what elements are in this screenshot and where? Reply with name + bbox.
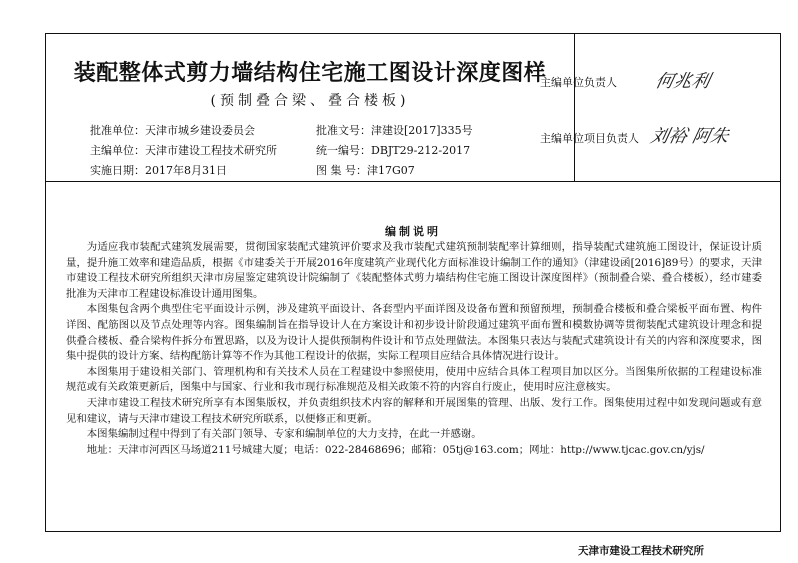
header-divider-horizontal <box>46 181 780 182</box>
page-subtitle: (预制叠合梁、叠合楼板) <box>210 93 410 109</box>
page-title: 装配整体式剪力墙结构住宅施工图设计深度图样 <box>73 61 547 86</box>
explanation-paragraph: 本图集包含两个典型住宅平面设计示例，涉及建筑平面设计、各套型内平面详图及设备布置和预留预埋，预制叠合楼板和叠合梁板平面布置、构件详图、配筋图以及节点处理等内容。图集编制旨在指导设计人在方案设计和初步设计阶段通过建筑平面布置和模数协调等贯彻装配式建筑设计理念和提供叠合楼板、叠合梁构件拆分布置思路，以及为设计人提供预制构件设计和节点处理做法。本图集只表达与装配式建筑设计有关的内容和深度要求，图集中提供的设计方案、结构配筋计算等不作为其他工程设计的依据，实际工程项目应结合具体情况进行设计。 <box>66 303 762 363</box>
leader-signature: 何兆利 <box>653 71 712 92</box>
atlas-number: 图 集 号：津17G07 <box>316 164 415 177</box>
unified-number: 统一编号：DBJT29-212-2017 <box>316 144 471 157</box>
explanation-body <box>66 240 762 458</box>
cover-frame <box>45 33 781 557</box>
approval-unit: 批准单位：天津市城乡建设委员会 <box>90 124 255 137</box>
explanation-paragraph: 本图集用于建设相关部门、管理机构和有关技术人员在工程建设中参照使用，使用中应结合具体工程项目加以区分。当图集所依据的工程建设标准规范或有关政策更新后，图集中与国家、行业和我市现行标准规范及相关政策不符的内容自行废止，使用时应注意核实。 <box>66 365 762 394</box>
footer-organization: 天津市建设工程技术研究所 <box>578 545 704 557</box>
explanation-title: 编制说明 <box>385 225 441 238</box>
contact-line: 地址：天津市河西区马场道211号城建大厦；电话：022-28468696；邮箱：05tj@163.com；网址：http://www.tjcac.gov.cn/yjs/ <box>86 443 705 456</box>
explanation-paragraph: 为适应我市装配式建筑发展需要，贯彻国家装配式建筑评价要求及我市装配式建筑预制装配率计算细则，指导装配式建筑施工图设计，保证设计质量，提升施工效率和建造品质，根据《市建委关于开展2016年度建筑产业现代化方面标准设计编制工作的通知》（津建设函[2016]89号）的要求，天津市建设工程技术研究所组织天津市房屋鉴定建筑设计院编制了《装配整体式剪力墙结构住宅施工图设计深度图样》（预制叠合梁、叠合楼板），经市建委批准为天津市工程建设标准设计通用图集。 <box>66 241 762 300</box>
editor-unit: 主编单位：天津市建设工程技术研究所 <box>90 144 277 157</box>
leader-label: 主编单位负责人 <box>540 76 617 89</box>
explanation-paragraph: 天津市建设工程技术研究所享有本图集版权，并负责组织技术内容的解释和开展图集的管理、出版、发行工作。图集使用过程中如发现问题或有意见和建议，请与天津市建设工程技术研究所联系，以便修正和更新。 <box>66 396 762 425</box>
header-divider-vertical <box>574 34 575 182</box>
approval-doc-number: 批准文号：津建设[2017]335号 <box>316 124 473 137</box>
project-leader-signature: 刘裕 阿朱 <box>648 126 731 147</box>
project-leader-label: 主编单位项目负责人 <box>540 132 639 145</box>
implementation-date: 实施日期：2017年8月31日 <box>90 164 227 177</box>
explanation-paragraph: 本图集编制过程中得到了有关部门领导、专家和编制单位的大力支持，在此一并感谢。 <box>86 428 482 441</box>
